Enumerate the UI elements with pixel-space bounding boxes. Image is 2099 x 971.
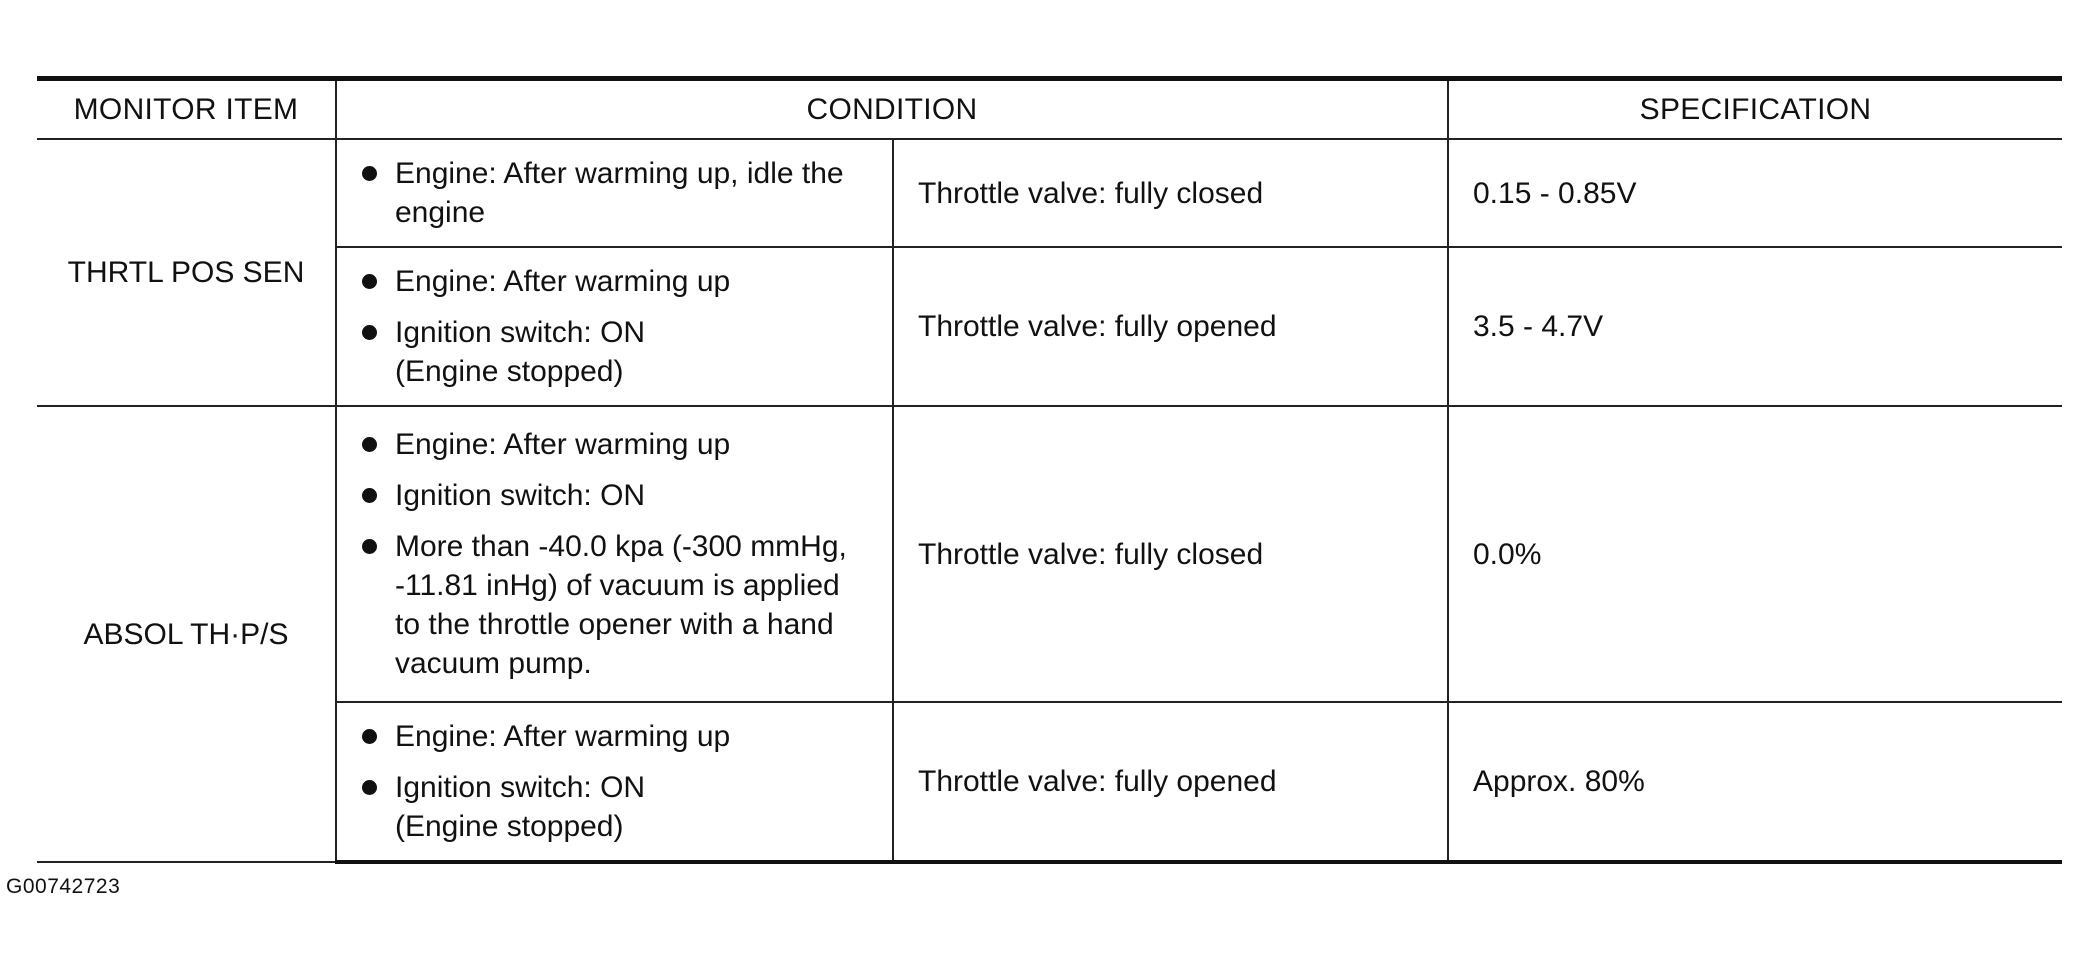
- header-specification: SPECIFICATION: [1448, 79, 2062, 140]
- specification-value: 0.0%: [1448, 406, 2062, 702]
- condition-cell: [336, 139, 893, 247]
- throttle-state-cell: Throttle valve: fully opened: [893, 247, 1448, 406]
- throttle-state-cell: Throttle valve: fully closed: [893, 406, 1448, 702]
- table-row: [37, 406, 2062, 702]
- specification-value: 0.15 - 0.85V: [1448, 139, 2062, 247]
- condition-cell: [336, 406, 893, 702]
- condition-list: [357, 262, 872, 391]
- condition-bullet: Engine: After warming up, idle the engine: [357, 154, 872, 232]
- throttle-state-cell: Throttle valve: fully closed: [893, 139, 1448, 247]
- condition-bullet: Engine: After warming up: [357, 717, 872, 756]
- monitor-item-cell: THRTL POS SEN: [37, 139, 336, 406]
- condition-bullet: Ignition switch: ON (Engine stopped): [357, 313, 872, 391]
- condition-bullet: Engine: After warming up: [357, 262, 872, 301]
- specification-table: [37, 76, 2062, 864]
- condition-bullet: More than -40.0 kpa (-300 mmHg, -11.81 inHg) of vacuum is applied to the throttle opener with a hand vacuum pump.: [357, 527, 872, 683]
- specification-value: 3.5 - 4.7V: [1448, 247, 2062, 406]
- specification-value: Approx. 80%: [1448, 702, 2062, 862]
- condition-cell: [336, 702, 893, 862]
- condition-bullet: Ignition switch: ON (Engine stopped): [357, 768, 872, 846]
- condition-cell: [336, 247, 893, 406]
- condition-list: [357, 154, 872, 232]
- condition-bullet: Ignition switch: ON: [357, 476, 872, 515]
- throttle-state-cell: Throttle valve: fully opened: [893, 702, 1448, 862]
- header-monitor-item: MONITOR ITEM: [37, 79, 336, 140]
- table-header-row: [37, 79, 2062, 140]
- figure-id: G00742723: [6, 875, 121, 898]
- condition-list: [357, 425, 872, 683]
- table-row: [37, 139, 2062, 247]
- table-row: [37, 702, 2062, 862]
- table-row: [37, 247, 2062, 406]
- monitor-item-cell: ABSOL TH·P/S: [37, 406, 336, 862]
- header-condition: CONDITION: [336, 79, 1448, 140]
- condition-bullet: Engine: After warming up: [357, 425, 872, 464]
- condition-list: [357, 717, 872, 846]
